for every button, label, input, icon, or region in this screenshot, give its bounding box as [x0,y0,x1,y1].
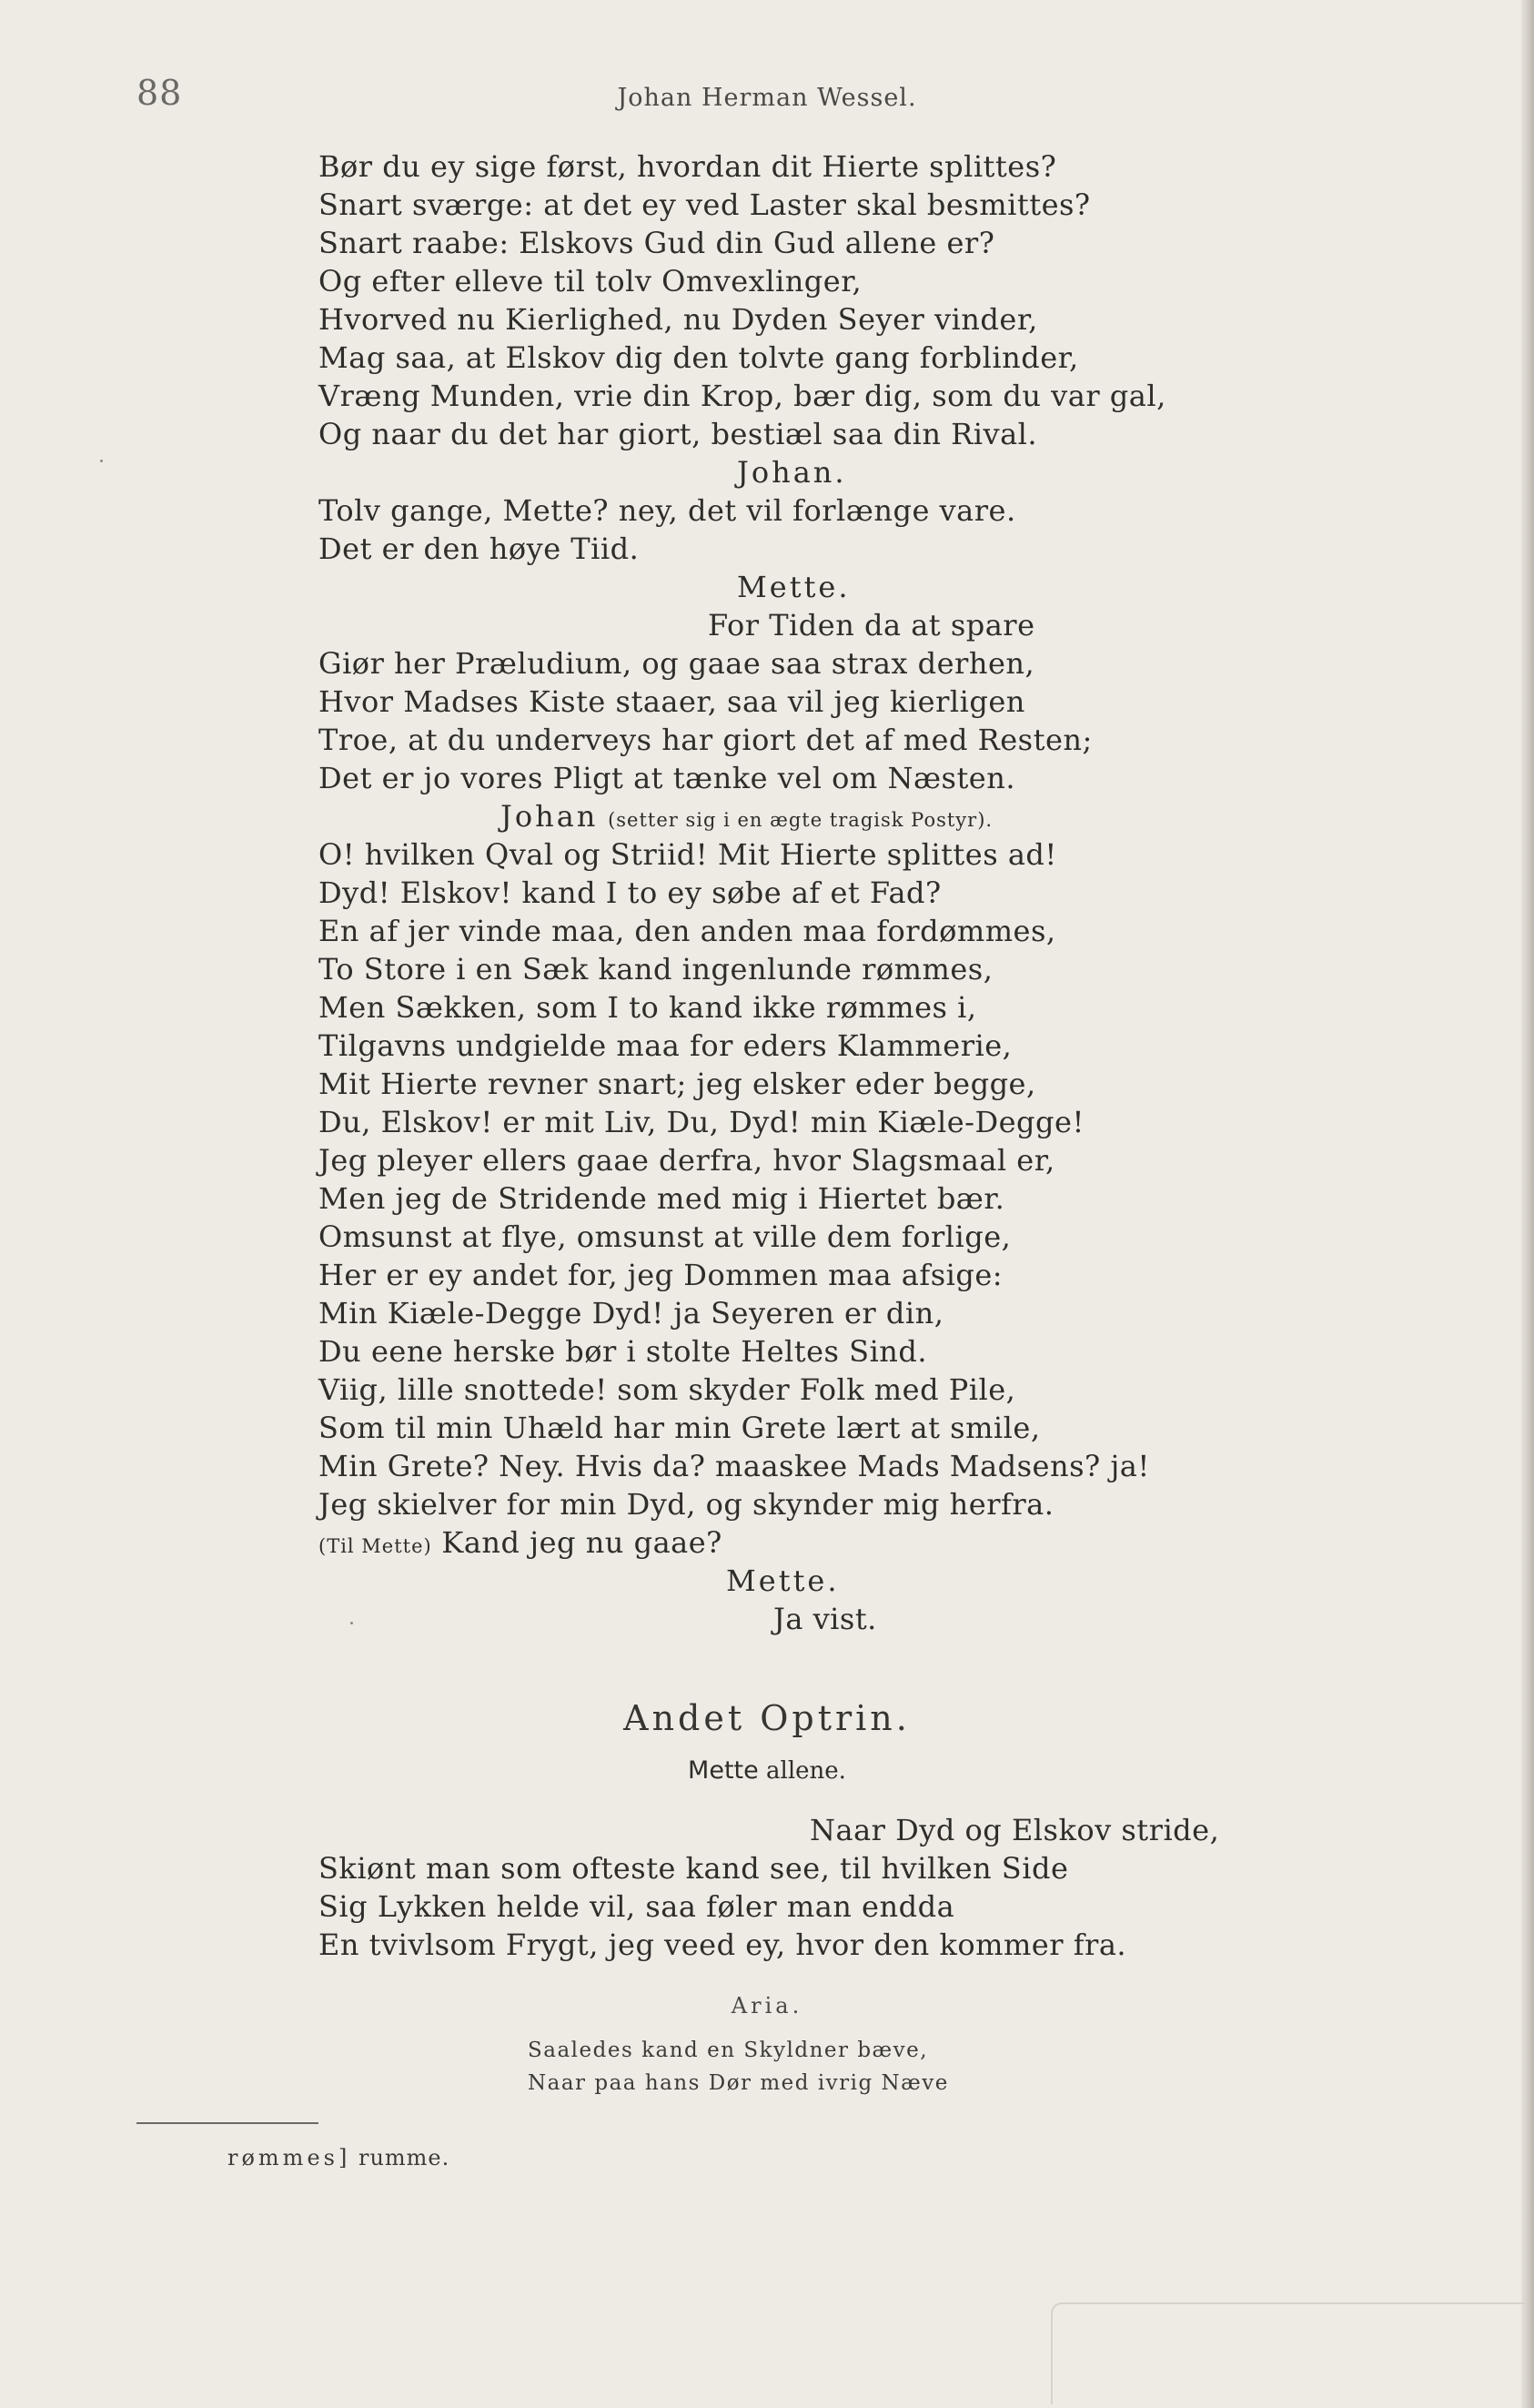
verse-text: Min Grete? Ney. Hvis da? maaskee Mads Madsens? ja! [318,1449,1150,1483]
verse-line [318,1103,1365,1141]
verse-line [318,721,1365,759]
verse-text: Snart sværge: at det ey ved Laster skal besmittes? [318,187,1091,222]
verse-text: Du, Elskov! er mit Liv, Du, Dyd! min Kiæle-Degge! [318,1105,1085,1139]
verse-block-2 [318,1811,1365,1964]
verse-line [318,759,1365,797]
verse-text: Men Sækken, som I to kand ikke rømmes i, [318,990,977,1025]
speaker-line [318,453,1365,491]
verse-line [318,1179,1365,1218]
verse-line [318,644,1365,683]
verse-text: En af jer vinde maa, den anden maa fordømmes, [318,914,1056,948]
verse-text: Og efter elleve til tolv Omvexlinger, [318,264,863,298]
verse-line [318,1600,1365,1638]
aria-line: Naar paa hans Dør med ivrig Næve [528,2071,949,2095]
paper-speck [100,460,103,462]
verse-text: Viig, lille snottede! som skyder Folk med Pile, [318,1372,1016,1407]
running-head: Johan Herman Wessel. [617,84,917,112]
verse-line [318,1849,1365,1887]
scene-title: Andet Optrin. [623,1698,911,1738]
verse-line [318,530,1365,568]
scene-character: Mette [688,1756,759,1785]
verse-line [318,1065,1365,1103]
speaker-name: Mette. [726,1563,840,1598]
verse-text: Men jeg de Stridende med mig i Hiertet bær. [318,1181,1005,1216]
verse-text: Bør du ey sige først, hvordan dit Hierte splittes? [318,149,1057,184]
verse-line [318,1332,1365,1371]
scene-direction: allene. [766,1757,846,1785]
verse-text: Snart raabe: Elskovs Gud din Gud allene er? [318,226,995,260]
verse-line [318,1027,1365,1065]
verse-line [318,491,1365,530]
verse-text: Kand jeg nu gaae? [441,1525,722,1560]
speaker-name: Johan [500,799,599,834]
verse-text: Jeg skielver for min Dyd, og skynder mig herfra. [318,1487,1055,1522]
speaker-line [318,1562,1365,1600]
verse-line [318,912,1365,950]
verse-line [318,262,1365,300]
verse-line [318,224,1365,262]
verse-line [318,186,1365,224]
aria-title: Aria. [731,1993,803,2018]
verse-block [318,147,1365,1638]
verse-line [318,606,1365,644]
paper-stain [1051,2302,1526,2404]
verse-line [318,1523,1365,1562]
verse-line [318,1409,1365,1447]
verse-text: Det er jo vores Pligt at tænke vel om Næsten. [318,761,1016,795]
verse-text: Du eene herske bør i stolte Heltes Sind. [318,1334,928,1369]
page-edge-shadow [1521,0,1534,2408]
verse-line [318,1294,1365,1332]
verse-text: O! hvilken Qval og Striid! Mit Hierte splittes ad! [318,837,1057,872]
verse-line [318,1811,1365,1849]
verse-line [318,1887,1365,1926]
verse-line [318,339,1365,377]
verse-text: Mag saa, at Elskov dig den tolvte gang forblinder, [318,340,1079,375]
verse-line [318,1256,1365,1294]
verse-text: Ja vist. [773,1602,877,1636]
page-number: 88 [136,73,183,113]
speaker-name: Johan. [737,455,847,490]
verse-line [318,147,1365,186]
verse-text: Mit Hierte revner snart; jeg elsker eder begge, [318,1067,1036,1101]
verse-text: Her er ey andet for, jeg Dommen maa afsige: [318,1258,1004,1292]
verse-text: Hvor Madses Kiste staaer, saa vil jeg kierligen [318,684,1025,719]
verse-line [318,874,1365,912]
verse-text: Naar Dyd og Elskov stride, [810,1813,1220,1847]
footnote-rule [136,2122,318,2124]
verse-text: En tvivlsom Frygt, jeg veed ey, hvor den kommer fra. [318,1927,1127,1962]
verse-line [318,950,1365,988]
verse-line [318,1447,1365,1485]
verse-text: Og naar du det har giort, bestiæl saa din Rival. [318,417,1038,451]
verse-text: Min Kiæle-Degge Dyd! ja Seyeren er din, [318,1296,944,1330]
speaker-name: Mette. [737,570,851,604]
footnote-reading: rumme. [358,2145,450,2170]
verse-text: Omsunst at flye, omsunst at ville dem forlige, [318,1219,1012,1254]
verse-text: To Store i en Sæk kand ingenlunde rømmes, [318,952,994,986]
verse-line [318,835,1365,874]
verse-text: Giør her Præludium, og gaae saa strax derhen, [318,646,1035,681]
footnote-lemma: rømmes] [227,2145,351,2170]
aria-line: Saaledes kand en Skyldner bæve, [528,2039,929,2062]
verse-text: Dyd! Elskov! kand I to ey søbe af et Fad? [318,875,942,910]
verse-line [318,415,1365,453]
verse-text: Tilgavns undgielde maa for eders Klammerie, [318,1028,1013,1063]
verse-text: Hvorved nu Kierlighed, nu Dyden Seyer vinder, [318,302,1038,337]
verse-text: Troe, at du underveys har giort det af med Resten; [318,723,1093,757]
verse-text: Sig Lykken helde vil, saa føler man endda [318,1889,955,1924]
verse-text: Som til min Uhæld har min Grete lært at smile, [318,1411,1041,1445]
verse-text: Jeg pleyer ellers gaae derfra, hvor Slagsmaal er, [318,1143,1055,1178]
verse-line [318,300,1365,339]
verse-line [318,1926,1365,1964]
footnote [227,2145,449,2170]
aria-block [528,2034,949,2099]
scene-subtitle [0,1756,1534,1785]
speaker-line [318,797,1365,835]
verse-text: Vræng Munden, vrie din Krop, bær dig, som du var gal, [318,379,1166,413]
verse-line [318,1485,1365,1523]
verse-line [318,1218,1365,1256]
verse-line [318,988,1365,1027]
verse-text: Det er den høye Tiid. [318,531,640,566]
stage-direction: (Til Mette) [318,1535,432,1557]
speaker-line [318,568,1365,606]
stage-direction: (setter sig i en ægte tragisk Postyr). [608,809,994,831]
verse-line [318,1371,1365,1409]
paper-speck [350,1622,353,1624]
verse-text: Tolv gange, Mette? ney, det vil forlænge vare. [318,493,1016,528]
verse-line [318,683,1365,721]
verse-text: For Tiden da at spare [708,608,1035,642]
verse-text: Skiønt man som ofteste kand see, til hvilken Side [318,1851,1069,1886]
verse-line [318,1141,1365,1179]
verse-line [318,377,1365,415]
